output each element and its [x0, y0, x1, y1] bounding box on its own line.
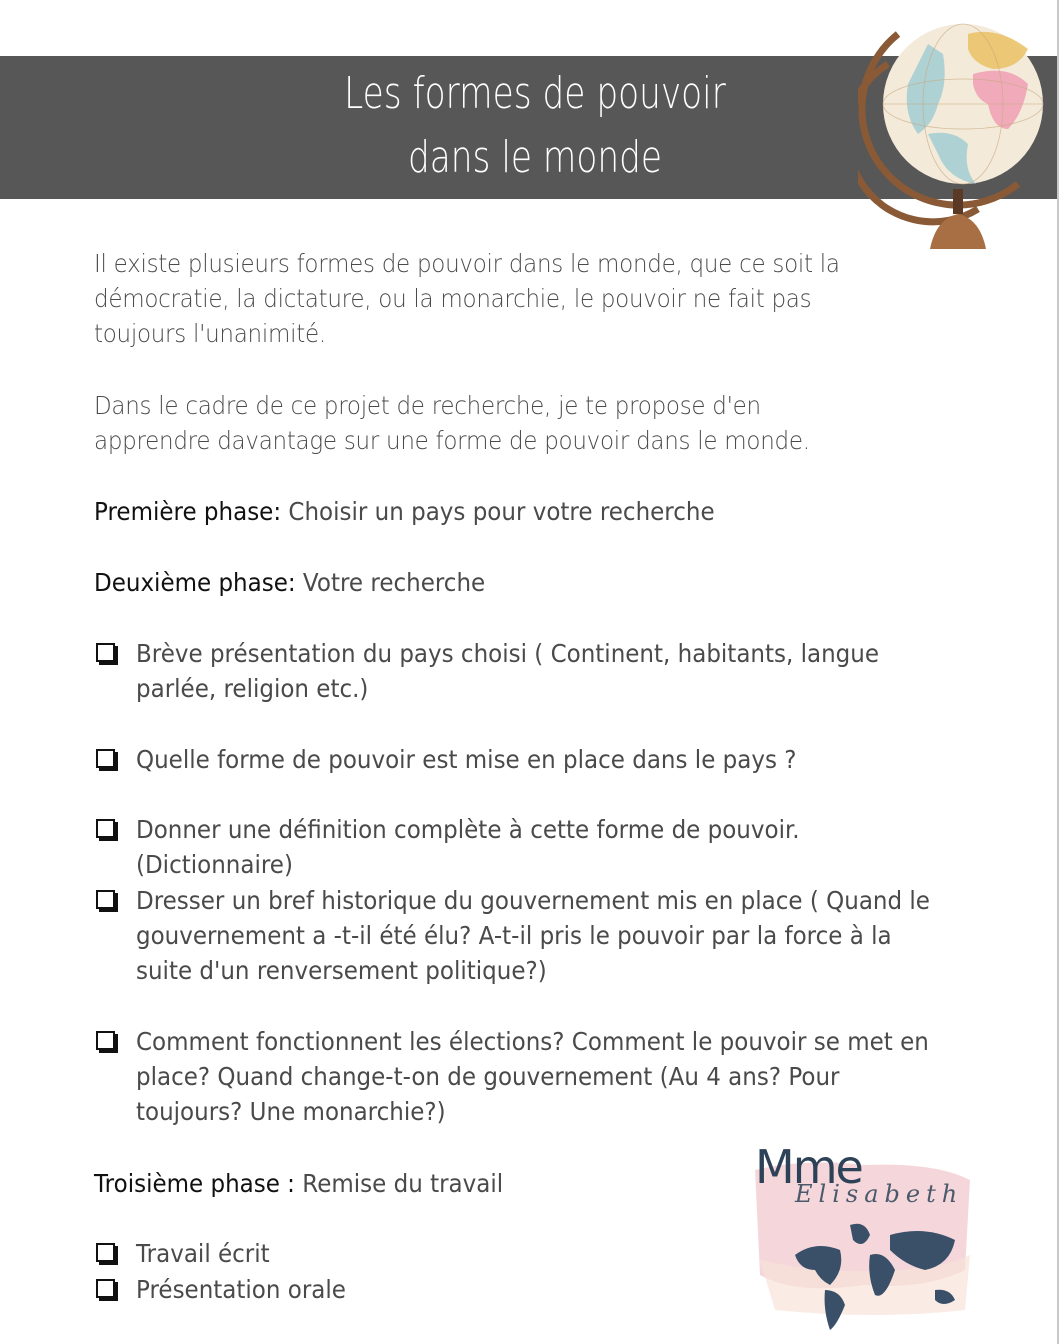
checklist-item-text: Quelle forme de pouvoir est mise en place dans le pays ? [136, 745, 797, 774]
checkbox-icon[interactable] [96, 890, 115, 909]
checkbox-icon[interactable] [96, 1243, 115, 1262]
intro-paragraph-2: Dans le cadre de ce projet de recherche, je te propose d'en apprendre davantage sur une forme de pouvoir dans le monde. [94, 391, 810, 455]
phase-1-label: Première phase: [94, 497, 282, 526]
checklist-item-text: Comment fonctionnent les élections? Comment le pouvoir se met en place? Quand change-t-on de gouvernement (Au 4 ans? Pour toujours? Une monarchie?) [136, 1027, 929, 1126]
phase-3 [94, 1166, 503, 1201]
checklist-item-text: Présentation orale [136, 1275, 346, 1304]
checklist-item-text: Donner une définition complète à cette forme de pouvoir. (Dictionnaire) [136, 815, 800, 879]
checkbox-icon[interactable] [96, 1031, 115, 1050]
checkbox-icon[interactable] [96, 749, 115, 768]
checkbox-icon[interactable] [96, 819, 115, 838]
logo-name-text: Elisabeth [795, 1180, 964, 1208]
title-line-2: dans le monde [407, 132, 662, 183]
logo-mme-text: Mme [755, 1140, 862, 1194]
checkbox-icon[interactable] [96, 1279, 115, 1298]
phase-3-value: Remise du travail [294, 1169, 504, 1198]
checklist-item-text: Brève présentation du pays choisi ( Continent, habitants, langue parlée, religion etc.) [136, 639, 880, 703]
globe-icon [858, 4, 1044, 254]
title-line-1: Les formes de pouvoir [344, 68, 726, 119]
phase-3-label: Troisième phase : [94, 1169, 295, 1198]
checklist-item-text: Travail écrit [136, 1239, 270, 1268]
phase-2 [94, 565, 485, 600]
phase-2-label: Deuxième phase: [94, 568, 296, 597]
phase-2-value: Votre recherche [295, 568, 486, 597]
phase-1-value: Choisir un pays pour votre recherche [281, 497, 715, 526]
checkbox-icon[interactable] [96, 643, 115, 662]
author-logo [745, 1140, 980, 1340]
page-edge-rule [1057, 0, 1059, 1344]
phase-1 [94, 494, 715, 529]
checklist-item-text: Dresser un bref historique du gouvernement mis en place ( Quand le gouvernement a -t-il été élu? A-t-il pris le pouvoir par la force à la suite d'un renversement politique?) [136, 886, 930, 985]
intro-paragraph-1: Il existe plusieurs formes de pouvoir dans le monde, que ce soit la démocratie, la dictature, ou la monarchie, le pouvoir ne fait pas toujours l'unanimité. [94, 249, 840, 348]
page-title [118, 62, 953, 190]
